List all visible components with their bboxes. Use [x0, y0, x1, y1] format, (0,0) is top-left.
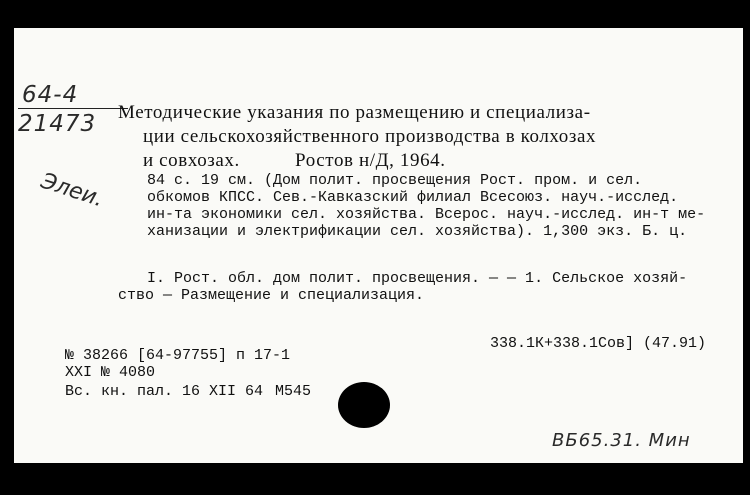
margin-handwriting: Элеи. [37, 168, 107, 213]
description-line-4: ханизации и электрификации сел. хозяйства). 1,300 экз. Б. ц. [147, 223, 688, 240]
bottom-handwriting: ВБ65.31. Мин [552, 430, 691, 451]
description-line-2: обкомов КПСС. Сев.-Кавказский филиал Всесоюз. науч.-исслед. [147, 189, 679, 206]
title-line-1: Методические указания по размещению и специализа- [118, 102, 591, 123]
subjects-line-1: I. Рост. обл. дом полит. просвещения. — — 1. Сельское хозяй- [147, 270, 688, 287]
description-line-1: 84 с. 19 см. (Дом полит. просвещения Рост. пром. и сел. [147, 172, 643, 189]
record-line-3: Вс. кн. пал. 16 XII 64 [65, 383, 264, 400]
record-line-1: № 38266 [64-97755] п 17-1 [65, 347, 291, 364]
description-line-3: ин-та экономики сел. хозяйства. Всерос. науч.-исслед. ин-т ме- [147, 206, 706, 223]
classification: 338.1К+338.1Сов] (47.91) [490, 335, 707, 352]
call-number-bottom: 21473 [18, 111, 97, 137]
title-line-3: и совхозах. [143, 150, 240, 171]
imprint: Ростов н/Д, 1964. [295, 150, 446, 171]
title-line-2: ции сельскохозяйственного производства в колхозах [143, 126, 597, 147]
subjects-line-2: ство — Размещение и специализация. [118, 287, 425, 304]
punch-hole [338, 382, 390, 428]
record-code: М545 [275, 383, 312, 400]
call-number-top: 64-4 [22, 82, 79, 108]
record-line-2: XXI № 4080 [65, 364, 156, 381]
call-number-divider [18, 108, 128, 109]
